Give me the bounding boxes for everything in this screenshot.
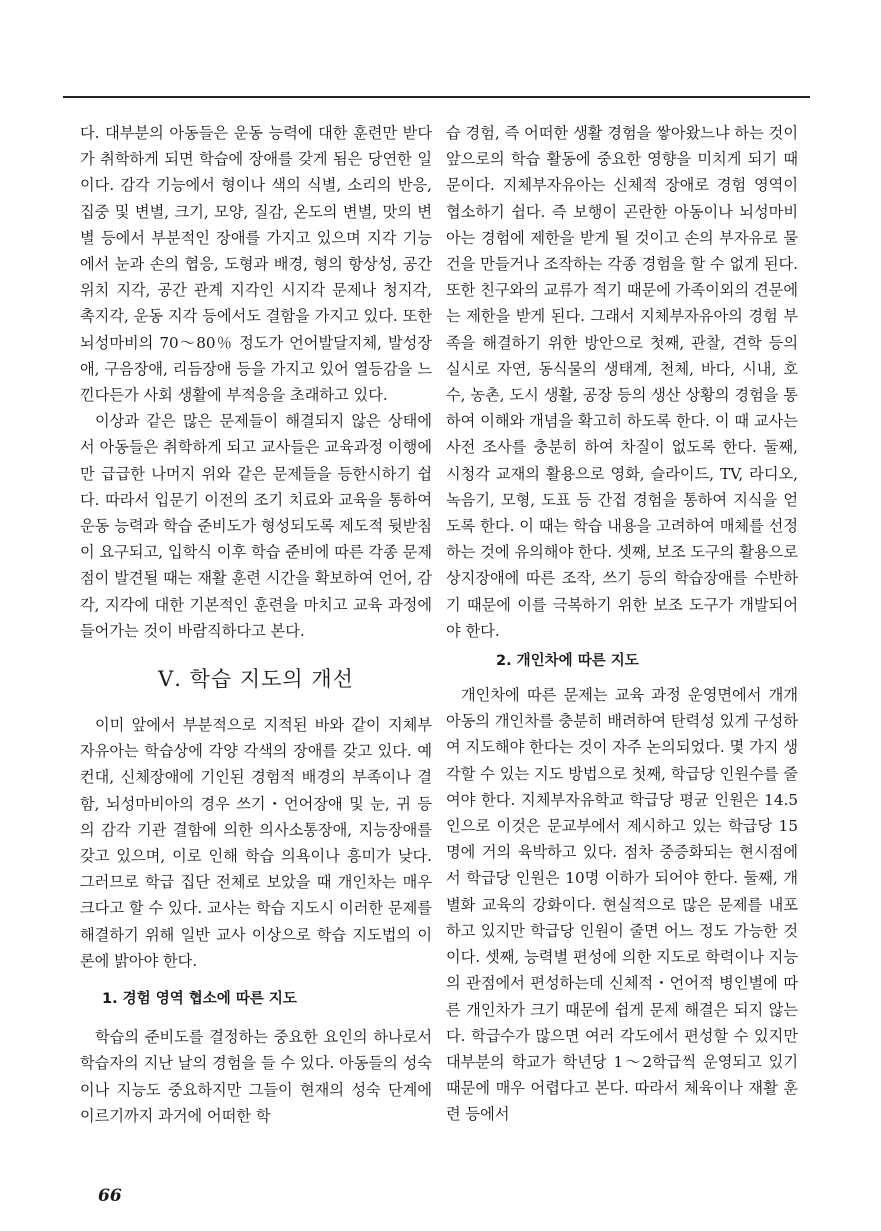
sub-heading-2: 2. 개인차에 따른 지도 bbox=[496, 653, 639, 670]
left-paragraph-2: 이상과 같은 많은 문제들이 해결되지 않은 상태에서 아동들은 취학하게 되고 교사들은 교육과정 이행에만 급급한 나머지 위와 같은 문제들을 등한시하기 쉽다. 따라서 입문기 이전의 조기 치료와 교육을 통하여 운동 능력과 학습 준비도가 형성되도록 제도적 뒷받침이 요구되고, 입학식 이후 학습 준비에 따른 각종 문제점이 발견될 때는 재활 훈련 시간을 확보하여 언어, 감각, 지각에 대한 기본적인 훈련을 마치고 교육 과정에 들어가는 것이 바람직하다고 본다. bbox=[80, 412, 432, 640]
right-column bbox=[446, 120, 798, 1128]
left-paragraph-3: 이미 앞에서 부분적으로 지적된 바와 같이 지체부자유아는 학습상에 각양 각색의 장애를 갖고 있다. 예컨대, 신체장애에 기인된 경험적 배경의 부족이나 결함, 뇌성마비아의 경우 쓰기・언어장애 및 눈, 귀 등의 감각 기관 결함에 의한 의사소통장애, 지능장애를 갖고 있으며, 이로 인해 학습 의욕이나 흥미가 낮다. 그러므로 학급 집단 전체로 보았을 때 개인차는 매우 크다고 할 수 있다. 교사는 학습 지도시 이러한 문제를 해결하기 위해 일반 교사 이상으로 학습 지도법의 이론에 밝아야 한다. bbox=[80, 716, 432, 970]
section-title: Ⅴ. 학습 지도의 개선 bbox=[158, 667, 354, 692]
left-column bbox=[80, 120, 432, 1129]
sub-heading-1: 1. 경험 영역 협소에 따른 지도 bbox=[102, 991, 297, 1008]
header-rule bbox=[63, 96, 810, 98]
page-number: 66 bbox=[98, 1186, 122, 1206]
left-paragraph-4: 학습의 준비도를 결정하는 중요한 요인의 하나로서 학습자의 지난 날의 경험을 들 수 있다. 아동들의 성숙이나 지능도 중요하지만 그들이 현재의 성숙 단계에 이르기까지 과거에 어떠한 학 bbox=[80, 1028, 432, 1125]
right-paragraph-2: 개인차에 따른 문제는 교육 과정 운영면에서 개개 아동의 개인차를 충분히 배려하여 탄력성 있게 구성하여 지도해야 한다는 것이 자주 논의되었다. 몇 가지 생각할 수 있는 지도 방법으로 첫째, 학급당 인원수를 줄여야 한다. 지체부자유학교 학급당 평균 인원은 14.5인으로 이것은 문교부에서 제시하고 있는 학급당 15명에 거의 육박하고 있다. 점차 중증화되는 현시점에서 학급당 인원은 10명 이하가 되어야 한다. 둘째, 개별화 교육의 강화이다. 현실적으로 많은 문제를 내포하고 있지만 학급당 인원이 줄면 어느 정도 가능한 것이다. 셋째, 능력별 편성에 의한 지도로 학력이나 지능의 관점에서 편성하는데 신체적・언어적 병인별에 따른 개인차가 크기 때문에 쉽게 문제 해결은 되지 않는다. 학급수가 많으면 여러 각도에서 편성할 수 있지만 대부분의 학교가 학년당 1～2학급씩 운영되고 있기 때문에 매우 어렵다고 본다. 따라서 체육이나 재활 훈련 등에서 bbox=[446, 686, 798, 1124]
left-paragraph-intro: 다. 대부분의 아동들은 운동 능력에 대한 훈련만 받다가 취학하게 되면 학습에 장애를 갖게 됨은 당연한 일이다. 감각 기능에서 형이나 색의 식별, 소리의 반응, 집중 및 변별, 크기, 모양, 질감, 온도의 변별, 맛의 변별 등에서 부분적인 장애를 가지고 있으며 지각 기능에서 눈과 손의 협응, 도형과 배경, 형의 항상성, 공간 위치 지각, 공간 관계 지각인 시지각 문제나 청지각, 촉지각, 운동 지각 등에서도 결함을 가지고 있다. 또한 뇌성마비의 70～80％ 정도가 언어발달지체, 발성장애, 구음장애, 리듬장애 등을 가지고 있어 열등감을 느낀다든가 사회 생활에 부적응을 초래하고 있다. bbox=[80, 124, 432, 405]
right-paragraph-1: 습 경험, 즉 어떠한 생활 경험을 쌓아왔느냐 하는 것이 앞으로의 학습 활동에 중요한 영향을 미치게 되기 때문이다. 지체부자유아는 신체적 장애로 경험 영역이 협소하기 쉽다. 즉 보행이 곤란한 아동이나 뇌성마비아는 경험에 제한을 받게 될 것이고 손의 부자유로 물건을 만들거나 조작하는 각종 경험을 할 수 없게 된다. 또한 친구와의 교류가 적기 때문에 가족이외의 견문에는 제한을 받게 된다. 그래서 지체부자유아의 경험 부족을 해결하기 위한 방안으로 첫째, 관찰, 견학 등의 실시로 자연, 동식물의 생태계, 천체, 바다, 시내, 호수, 농촌, 도시 생활, 공장 등의 생산 상황의 경험을 통하여 이해와 개념을 확고히 하도록 한다. 이 때 교사는 사전 조사를 충분히 하여 차질이 없도록 한다. 둘째, 시청각 교재의 활용으로 영화, 슬라이드, TV, 라디오, 녹음기, 모형, 도표 등 간접 경험을 통하여 지식을 얻도록 한다. 이 때는 학습 내용을 고려하여 매체를 선정하는 것에 유의해야 한다. 셋째, 보조 도구의 활용으로 상지장애에 따른 조작, 쓰기 등의 학습장애를 수반하기 때문에 이를 극복하기 위한 보조 도구가 개발되어야 한다. bbox=[446, 124, 798, 640]
